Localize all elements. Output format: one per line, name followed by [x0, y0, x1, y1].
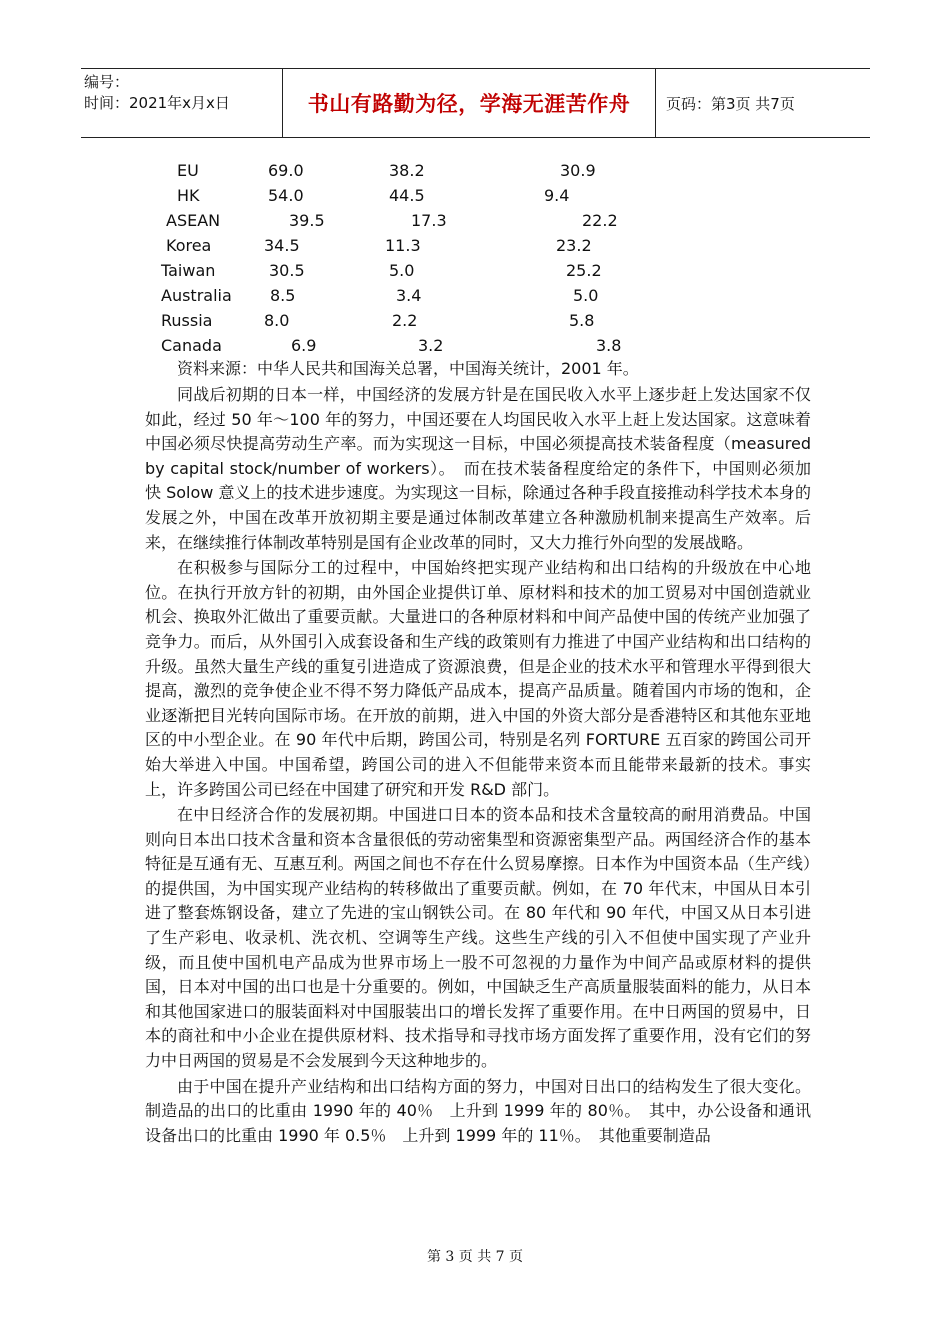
- page-header: [81, 68, 870, 138]
- paragraph: 在中日经济合作的发展初期。中国进口日本的资本品和技术含量较高的耐用消费品。中国则向日本出口技术含量和资本含量很低的劳动密集型和资源密集型产品。两国经济合作的基本特征是互通有无、互惠互利。两国之间也不存在什么贸易摩擦。日本作为中国资本品（生产线）的提供国，为中国实现产业结构的转移做出了重要贡献。例如，在 70 年代末，中国从日本引进了整套炼钢设备，建立了先进的宝山钢铁公司。在 80 年代和 90 年代，中国又从日本引进了生产彩电、收录机、洗衣机、空调等生产线。这些生产线的引入不但使中国实现了产业升级，而且使中国机电产品成为世界市场上一股不可忽视的力量作为中间产品或原材料的提供国，日本对中国的出口也是十分重要的。例如，中国缺乏生产高质量服装面料的能力，从日本和其他国家进口的服装面料对中国服装出口的增长发挥了重要作用。在中日两国的贸易中，日本的商社和中小企业在提供原材料、技术指导和寻找市场方面发挥了重要作用，没有它们的努力中日两国的贸易是不会发展到今天这种地步的。: [145, 805, 811, 1071]
- value-cell: 5.0: [389, 261, 415, 280]
- value-cell: 30.9: [560, 161, 596, 180]
- value-cell: 11.3: [385, 236, 421, 255]
- page-number-label: 页码：第3页 共7页: [666, 94, 795, 113]
- region-cell: EU: [177, 161, 199, 180]
- page-footer: 第 3 页 共 7 页: [426, 1249, 524, 1265]
- value-cell: 22.2: [582, 211, 618, 230]
- value-cell: 25.2: [566, 261, 602, 280]
- value-cell: 3.8: [596, 336, 622, 355]
- value-cell: 44.5: [389, 186, 425, 205]
- body-text: [145, 383, 811, 1148]
- paragraph: 由于中国在提升产业结构和出口结构方面的努力，中国对日出口的结构发生了很大变化。制造品的出口的比重由 1990 年的 40％ 上升到 1999 年的 80％。 其中，办公设备和通讯设备出口的比重由 1990 年 0.5％ 上升到 1999 年的 11％。 其他重要制造品: [145, 1076, 811, 1145]
- value-cell: 5.8: [569, 311, 595, 330]
- paragraph: 在积极参与国际分工的过程中，中国始终把实现产业结构和出口结构的升级放在中心地位。在执行开放方针的初期，由外国企业提供订单、原材料和技术的加工贸易对中国创造就业机会、换取外汇做出了重要贡献。大量进口的各种原材料和中间产品使中国的传统产业加强了竞争力。而后，从外国引入成套设备和生产线的政策则有力推进了中国产业结构和出口结构的升级。虽然大量生产线的重复引进造成了资源浪费，但是企业的技术水平和管理水平得到很大提高，激烈的竞争使企业不得不努力降低产品成本，提高产品质量。随着国内市场的饱和，企业逐渐把目光转向国际市场。在开放的前期，进入中国的外资大部分是香港特区和其他东亚地区的中小型企业。在 90 年代中后期，跨国公司，特别是名列 FORTURE 五百家的跨国公司开始大举进入中国。中国希望，跨国公司的进入不但能带来资本而且能带来最新的技术。事实上，许多跨国公司已经在中国建了研究和开发 R&D 部门。: [145, 558, 811, 799]
- value-cell: 34.5: [264, 236, 300, 255]
- document-number-label: 编号：: [84, 73, 130, 91]
- value-cell: 2.2: [392, 311, 418, 330]
- value-cell: 38.2: [389, 161, 425, 180]
- region-cell: Taiwan: [161, 261, 216, 280]
- value-cell: 39.5: [289, 211, 325, 230]
- region-cell: Canada: [161, 336, 222, 355]
- value-cell: 23.2: [556, 236, 592, 255]
- value-cell: 17.3: [411, 211, 447, 230]
- header-left-cell: [81, 69, 283, 137]
- value-cell: 3.2: [418, 336, 444, 355]
- value-cell: 30.5: [269, 261, 305, 280]
- date-label: 时间：2021年x月x日: [84, 94, 230, 112]
- region-cell: ASEAN: [166, 211, 221, 230]
- value-cell: 69.0: [268, 161, 304, 180]
- value-cell: 8.0: [264, 311, 290, 330]
- value-cell: 9.4: [544, 186, 570, 205]
- source-note: 资料来源：中华人民共和国海关总署，中国海关统计，2001 年。: [177, 359, 639, 378]
- value-cell: 3.4: [396, 286, 422, 305]
- region-cell: HK: [177, 186, 200, 205]
- value-cell: 6.9: [291, 336, 317, 355]
- region-cell: Russia: [161, 311, 213, 330]
- region-cell: Korea: [166, 236, 212, 255]
- region-cell: Australia: [161, 286, 232, 305]
- header-page-cell: [656, 69, 870, 137]
- value-cell: 54.0: [268, 186, 304, 205]
- value-cell: 5.0: [573, 286, 599, 305]
- paragraph: 同战后初期的日本一样，中国经济的发展方针是在国民收入水平上逐步赶上发达国家不仅如此，经过 50 年～100 年的努力，中国还要在人均国民收入水平上赶上发达国家。这意味着中国必须尽快提高劳动生产率。而为实现这一目标，中国必须提高技术装备程度（measured by capital stock/number of workers）。 而在技术装备程度给定的条件下，中国则必须加快 Solow 意义上的技术进步速度。为实现这一目标，除通过各种手段直接推动科学技术本身的发展之外，中国在改革开放初期主要是通过体制改革建立各种激励机制来提高生产效率。后来，在继续推行体制改革特别是国有企业改革的同时，又大力推行外向型的发展战略。: [145, 385, 811, 552]
- header-motto-cell: [283, 69, 656, 137]
- value-cell: 8.5: [270, 286, 296, 305]
- motto-text: 书山有路勤为径，学海无涯苦作舟: [307, 92, 631, 116]
